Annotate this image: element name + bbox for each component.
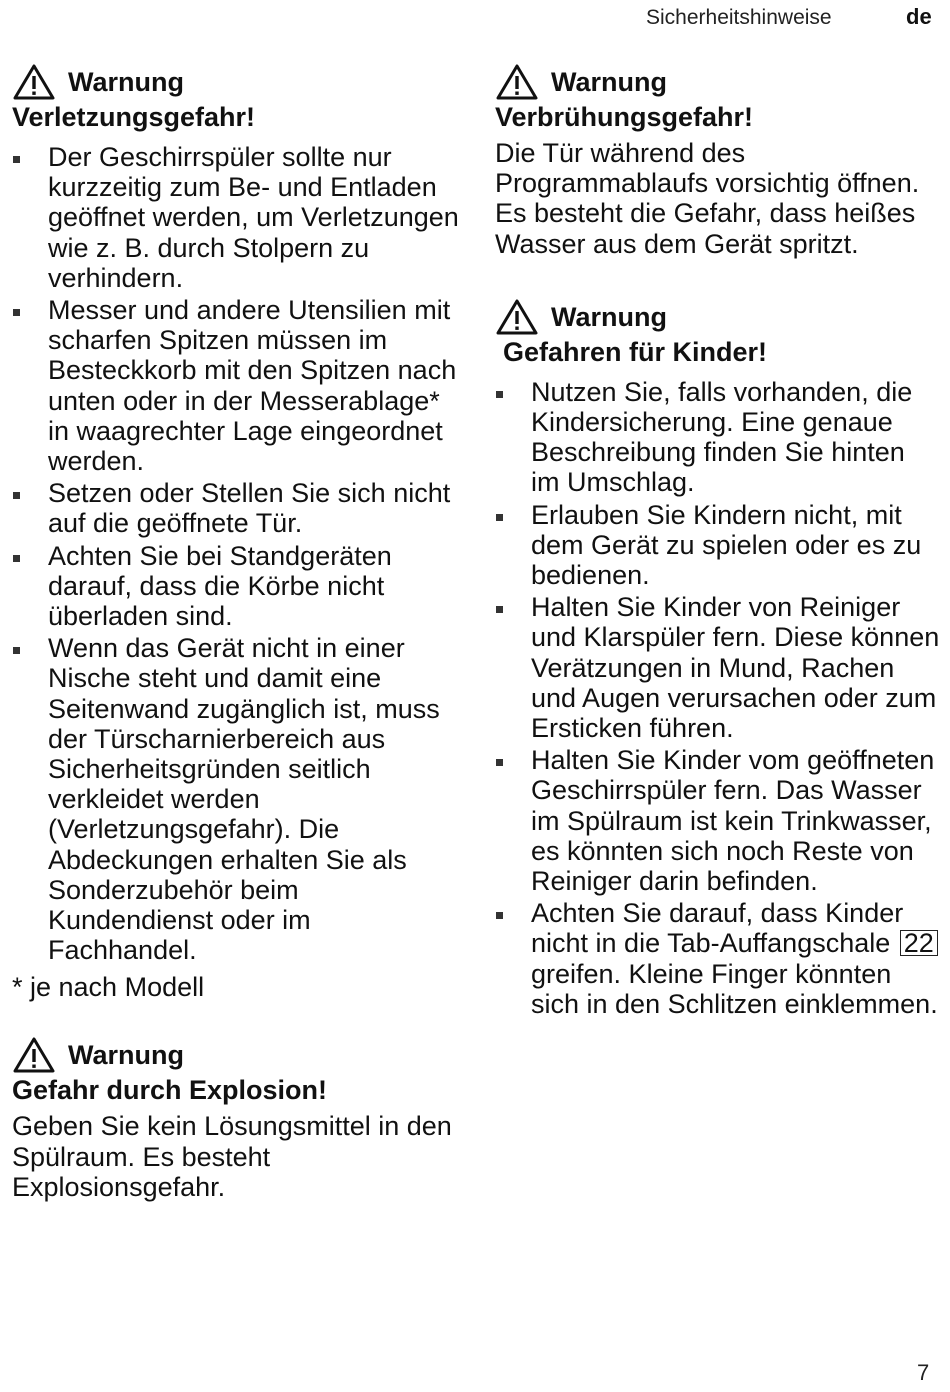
- bullet-icon: [13, 555, 20, 562]
- injury-list: [12, 142, 462, 965]
- warning-text: Geben Sie kein Lösungsmittel in den Spülraum. Es besteht Explosionsgefahr.: [12, 1111, 452, 1202]
- warning-label: Warnung: [551, 301, 667, 332]
- bullet-icon: [496, 759, 503, 766]
- list-item: Erlauben Sie Kindern nicht, mit dem Gerät zu spielen oder es zu bedienen.: [495, 500, 940, 591]
- warning-section-children: [495, 297, 940, 1019]
- warning-label: Warnung: [68, 1040, 184, 1071]
- list-item: Halten Sie Kinder vom geöffneten Geschirrspüler fern. Das Wasser im Spülraum ist kein Trinkwasser, es könnten sich noch Reste von Reiniger darin befinden.: [495, 745, 940, 896]
- list-item: Der Geschirrspüler sollte nur kurzzeitig zum Be- und Entladen geöffnet werden, um Verletzungen wie z. B. durch Stolpern zu verhindern.: [12, 142, 462, 293]
- warning-heading: [495, 297, 940, 337]
- warning-triangle-icon: [12, 1036, 56, 1074]
- warning-text: Die Tür während des Programmablaufs vorsichtig öffnen. Es besteht die Gefahr, dass heißes Wasser aus dem Gerät spritzt.: [495, 138, 920, 259]
- bullet-icon: [496, 606, 503, 613]
- warning-triangle-icon: [495, 63, 539, 101]
- warning-subtitle: Verletzungsgefahr!: [12, 102, 256, 132]
- warning-section-scalding: [495, 62, 940, 259]
- warning-section-injury: [12, 62, 462, 1003]
- bullet-icon: [13, 309, 20, 316]
- list-item: Nutzen Sie, falls vorhanden, die Kindersicherung. Eine genaue Beschreibung finden Sie hinten im Umschlag.: [495, 377, 940, 498]
- list-item: Messer und andere Utensilien mit scharfen Spitzen müssen im Besteckkorb mit den Spitzen nach unten oder in der Messerablage* in waagrechter Lage eingeordnet werden.: [12, 295, 462, 476]
- header-language-code: de: [906, 4, 932, 29]
- list-item: Setzen oder Stellen Sie sich nicht auf die geöffnete Tür.: [12, 478, 462, 538]
- page-number: 7: [917, 1360, 930, 1385]
- bullet-icon: [496, 391, 503, 398]
- children-list: [495, 377, 940, 1019]
- warning-triangle-icon: [495, 298, 539, 336]
- warning-subtitle: Gefahren für Kinder!: [503, 336, 768, 367]
- list-item: Achten Sie darauf, dass Kinder nicht in die Tab-Auffangschale 22 greifen. Kleine Finger könnten sich in den Schlitzen einklemmen.: [495, 898, 940, 1019]
- warning-triangle-icon: [12, 63, 56, 101]
- bullet-icon: [496, 514, 503, 521]
- bullet-icon: [13, 156, 20, 163]
- warning-subtitle: Verbrühungsgefahr!: [495, 102, 754, 132]
- list-item: Achten Sie bei Standgeräten darauf, dass die Körbe nicht überladen sind.: [12, 541, 462, 632]
- left-column: [12, 62, 462, 1202]
- footnote: * je nach Modell: [12, 972, 205, 1003]
- warning-heading: [495, 62, 940, 102]
- warning-subtitle: Gefahr durch Explosion!: [12, 1075, 328, 1106]
- bullet-icon: [13, 492, 20, 499]
- list-item: Wenn das Gerät nicht in einer Nische steht und damit eine Seitenwand zugänglich ist, muss der Türscharnierbereich aus Sicherheitsgründen seitlich verkleidet werden (Verletzungsgefahr). Die Abdeckungen erhalten Sie als Sonderzubehör beim Kundendienst oder im Fachhandel.: [12, 633, 462, 965]
- header-section-title: Sicherheitshinweise: [646, 6, 832, 29]
- bullet-icon: [13, 647, 20, 654]
- warning-heading: [12, 62, 462, 102]
- reference-number-box: 22: [900, 930, 938, 956]
- bullet-icon: [496, 912, 503, 919]
- warning-heading: [12, 1035, 462, 1075]
- warning-section-explosion: [12, 1035, 462, 1202]
- warning-label: Warnung: [68, 67, 184, 97]
- list-item: Halten Sie Kinder von Reiniger und Klarspüler fern. Diese können Verätzungen in Mund, Rachen und Augen verursachen oder zum Ersticken führen.: [495, 592, 940, 743]
- right-column: [495, 62, 940, 1021]
- warning-label: Warnung: [551, 67, 667, 97]
